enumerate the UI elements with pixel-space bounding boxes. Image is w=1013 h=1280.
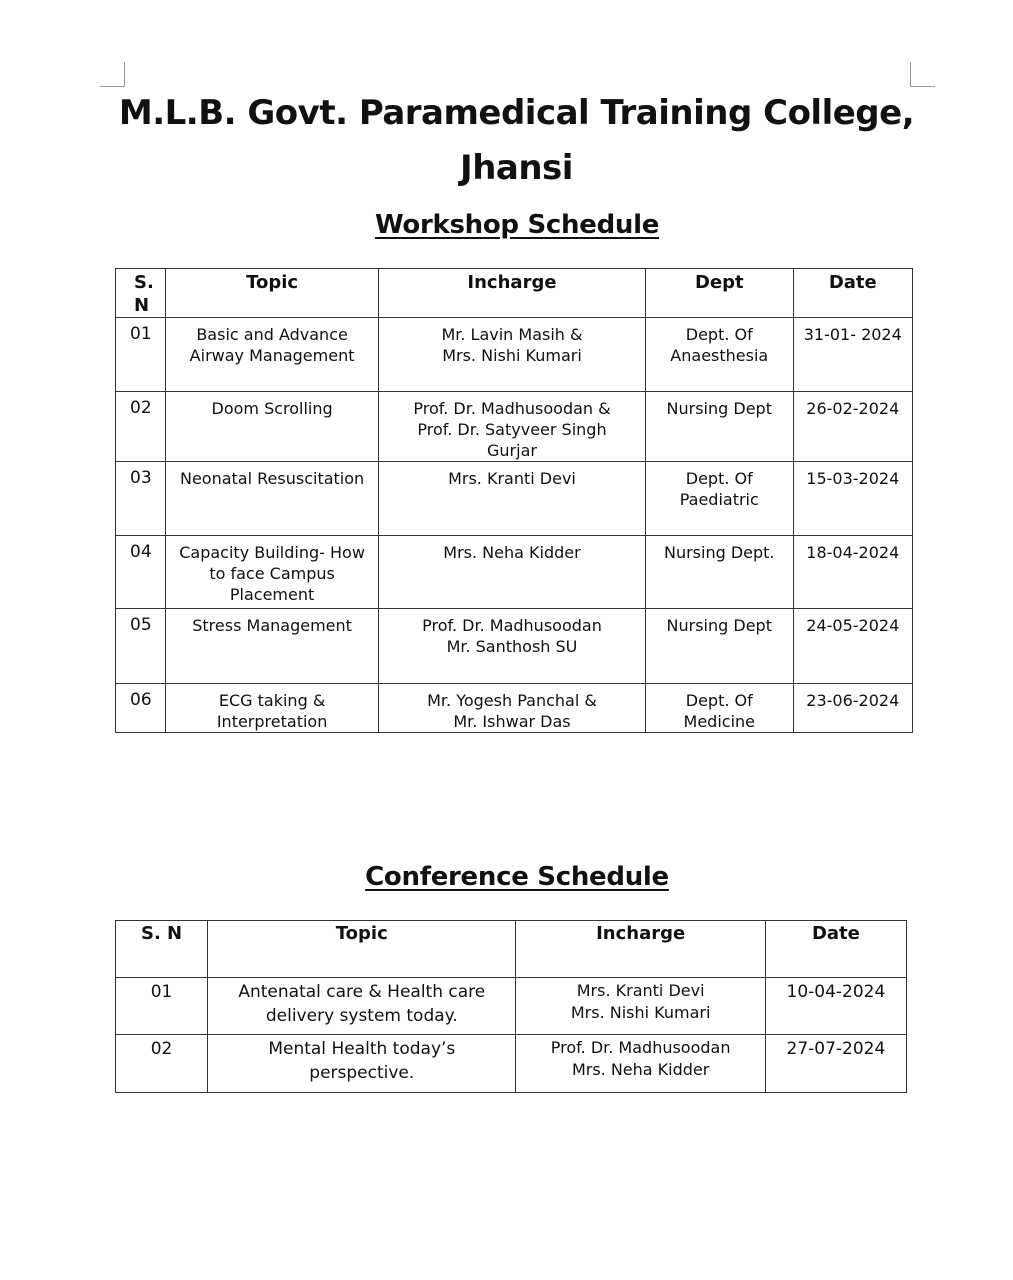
cell-line: to face Campus	[209, 564, 335, 583]
cell-date: 31-01- 2024	[793, 318, 912, 392]
cell-line: Dept. Of	[685, 325, 753, 344]
conference-schedule-title: Conference Schedule	[365, 862, 669, 892]
cell-line: Prof. Dr. Madhusoodan	[422, 616, 602, 635]
cell-line: Interpretation	[216, 712, 328, 731]
cell-line: Prof. Dr. Madhusoodan	[550, 1038, 731, 1057]
cell-date: 15-03-2024	[793, 462, 912, 536]
cell-incharge	[378, 392, 645, 462]
header-incharge: Incharge	[378, 269, 645, 318]
cell-topic	[166, 392, 379, 462]
header-incharge: Incharge	[516, 921, 765, 978]
cell-incharge	[516, 1035, 765, 1093]
workshop-schedule-title: Workshop Schedule	[374, 210, 660, 240]
cell-incharge	[516, 978, 765, 1035]
cell-line: ECG taking &	[218, 691, 326, 710]
cell-line: Stress Management	[192, 616, 352, 635]
cell-line: Mrs. Neha Kidder	[571, 1060, 710, 1079]
cell-date: 24-05-2024	[793, 609, 912, 684]
cell-incharge	[378, 318, 645, 392]
cell-sn: 01	[116, 318, 166, 392]
cell-line: Anaesthesia	[670, 346, 769, 365]
cell-date: 10-04-2024	[765, 978, 906, 1035]
cell-line: Capacity Building- How	[179, 543, 365, 562]
header-sn: S. N	[116, 921, 208, 978]
cell-line: Dept. Of	[685, 691, 753, 710]
cell-line: Mr. Yogesh Panchal &	[427, 691, 597, 710]
college-title	[60, 86, 973, 196]
cell-topic	[208, 1035, 516, 1093]
cell-line: Mrs. Kranti Devi	[448, 469, 576, 488]
cell-sn: 02	[116, 1035, 208, 1093]
table-row	[116, 684, 913, 733]
cell-line: Gurjar	[487, 441, 537, 460]
cell-dept	[645, 392, 793, 462]
table-row	[116, 318, 913, 392]
cell-topic	[166, 684, 379, 733]
cell-incharge	[378, 536, 645, 609]
header-date: Date	[765, 921, 906, 978]
cell-line: Mrs. Nishi Kumari	[570, 1003, 711, 1022]
cell-incharge	[378, 609, 645, 684]
cell-dept	[645, 536, 793, 609]
cell-line: perspective.	[309, 1063, 415, 1083]
conference-table	[115, 920, 907, 1093]
cell-line: Basic and Advance	[196, 325, 348, 344]
cell-line: Medicine	[683, 712, 755, 731]
header-topic: Topic	[208, 921, 516, 978]
college-title-line1: M.L.B. Govt. Paramedical Training College,	[118, 93, 915, 133]
cell-sn: 04	[116, 536, 166, 609]
cell-line: Placement	[229, 585, 315, 604]
cell-topic	[166, 536, 379, 609]
cell-line: Mr. Ishwar Das	[453, 712, 571, 731]
cell-line: Neonatal Resuscitation	[179, 469, 365, 488]
cell-topic	[166, 462, 379, 536]
cell-date: 23-06-2024	[793, 684, 912, 733]
cell-line: Mental Health today’s	[268, 1039, 456, 1059]
cell-dept	[645, 462, 793, 536]
table-row	[116, 392, 913, 462]
cell-line: Nursing Dept	[666, 616, 772, 635]
cell-line: Mr. Lavin Masih &	[441, 325, 583, 344]
cell-dept	[645, 609, 793, 684]
cell-date: 27-07-2024	[765, 1035, 906, 1093]
page-corner-mark-right	[910, 62, 935, 87]
cell-line: Nursing Dept	[666, 399, 772, 418]
cell-sn: 06	[116, 684, 166, 733]
college-title-line2: Jhansi	[460, 148, 573, 188]
conference-header-row	[116, 921, 907, 978]
cell-incharge	[378, 462, 645, 536]
cell-line: Mrs. Neha Kidder	[443, 543, 581, 562]
cell-line: Dept. Of	[685, 469, 753, 488]
cell-sn: 05	[116, 609, 166, 684]
cell-topic	[166, 318, 379, 392]
table-row	[116, 462, 913, 536]
header-sn-line1: S.	[134, 272, 154, 293]
table-row	[116, 978, 907, 1035]
page-corner-mark-left	[100, 62, 125, 87]
cell-sn: 03	[116, 462, 166, 536]
cell-date: 26-02-2024	[793, 392, 912, 462]
cell-line: Prof. Dr. Madhusoodan &	[413, 399, 611, 418]
cell-line: Paediatric	[679, 490, 759, 509]
header-dept: Dept	[645, 269, 793, 318]
cell-sn: 01	[116, 978, 208, 1035]
cell-line: Prof. Dr. Satyveer Singh	[417, 420, 607, 439]
cell-line: Doom Scrolling	[211, 399, 333, 418]
header-topic: Topic	[166, 269, 379, 318]
cell-line: Antenatal care & Health care	[238, 982, 486, 1002]
cell-line: Mrs. Nishi Kumari	[442, 346, 582, 365]
cell-sn: 02	[116, 392, 166, 462]
cell-dept	[645, 318, 793, 392]
header-sn	[116, 269, 166, 318]
cell-line: Nursing Dept.	[663, 543, 775, 562]
cell-incharge	[378, 684, 645, 733]
cell-date: 18-04-2024	[793, 536, 912, 609]
cell-topic	[166, 609, 379, 684]
cell-dept	[645, 684, 793, 733]
header-sn-line2: N	[134, 295, 150, 316]
table-row	[116, 536, 913, 609]
table-row	[116, 1035, 907, 1093]
workshop-header-row	[116, 269, 913, 318]
cell-line: Airway Management	[189, 346, 355, 365]
cell-line: Mr. Santhosh SU	[446, 637, 578, 656]
table-row	[116, 609, 913, 684]
workshop-table	[115, 268, 913, 733]
cell-line: Mrs. Kranti Devi	[576, 981, 705, 1000]
header-date: Date	[793, 269, 912, 318]
cell-line: delivery system today.	[265, 1006, 458, 1026]
cell-topic	[208, 978, 516, 1035]
